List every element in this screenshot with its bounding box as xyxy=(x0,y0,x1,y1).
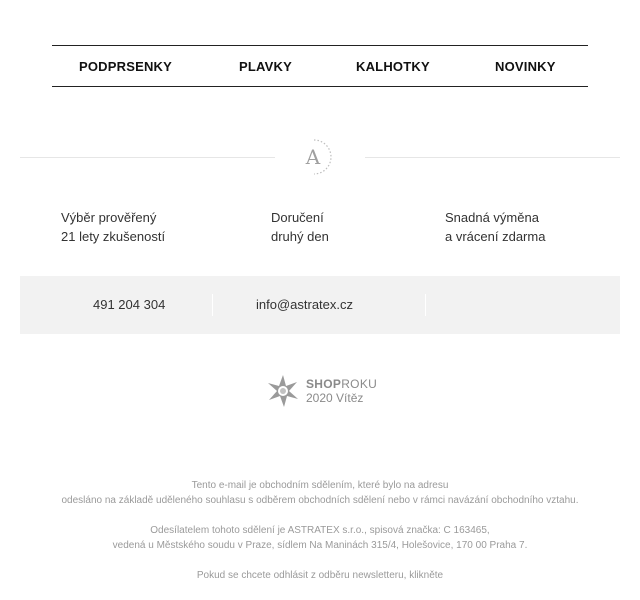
legal-line: Odesílatelem tohoto sdělení je ASTRATEX s.r.o., spisová značka: C 163465, xyxy=(150,525,490,536)
sender-info xyxy=(20,523,620,553)
email-link[interactable]: info@astratex.cz xyxy=(256,297,354,312)
unsubscribe-notice xyxy=(20,568,620,583)
nav-link-kalhotky[interactable]: KALHOTKY xyxy=(356,59,430,74)
benefit-line: 21 lety zkušeností xyxy=(61,229,166,244)
benefit-delivery xyxy=(271,208,329,246)
legal-line: odesláno na základě uděleného souhlasu s odběrem obchodních sdělení nebo v rámci navázání obchodního vztahu. xyxy=(61,495,579,506)
divider-line-right xyxy=(365,157,620,158)
contact-separator xyxy=(425,294,426,316)
nav-link-novinky[interactable]: NOVINKY xyxy=(495,59,556,74)
nav-link-plavky[interactable]: PLAVKY xyxy=(239,59,292,74)
benefit-line: a vrácení zdarma xyxy=(445,229,546,244)
contact-separator xyxy=(212,294,213,316)
nav-link-podprsenky[interactable]: PODPRSENKY xyxy=(79,59,173,74)
shoproku-star-icon xyxy=(266,374,300,408)
benefit-returns xyxy=(445,208,545,246)
benefit-line: Doručení xyxy=(271,210,324,225)
badge-brand-bold: SHOP xyxy=(306,377,342,391)
divider-line-left xyxy=(20,157,275,158)
unsubscribe-text[interactable]: Pokud se chcete odhlásit z odběru newsletteru, klikněte xyxy=(196,570,444,581)
badge-brand-rest: ROKU xyxy=(341,377,378,391)
benefit-line: Snadná výměna xyxy=(445,210,539,225)
legal-line: vedená u Městského soudu v Praze, sídlem Na Maninách 315/4, Holešovice, 170 00 Praha 7. xyxy=(112,540,528,551)
contact-band xyxy=(20,276,620,334)
phone-link[interactable]: 491 204 304 xyxy=(93,297,166,312)
logo-letter: A xyxy=(305,145,321,169)
badge-title xyxy=(306,377,377,391)
benefit-line: druhý den xyxy=(271,229,329,244)
benefit-selection xyxy=(61,208,165,246)
badge-subtitle: 2020 Vítěz xyxy=(306,391,364,405)
astratex-logo-icon xyxy=(294,137,334,177)
legal-line: Tento e-mail je obchodním sdělením, které bylo na adresu xyxy=(191,480,449,491)
legal-notice xyxy=(20,478,620,508)
benefit-line: Výběr prověřený xyxy=(61,210,157,225)
shoproku-badge[interactable] xyxy=(266,372,386,412)
category-nav xyxy=(52,45,588,87)
